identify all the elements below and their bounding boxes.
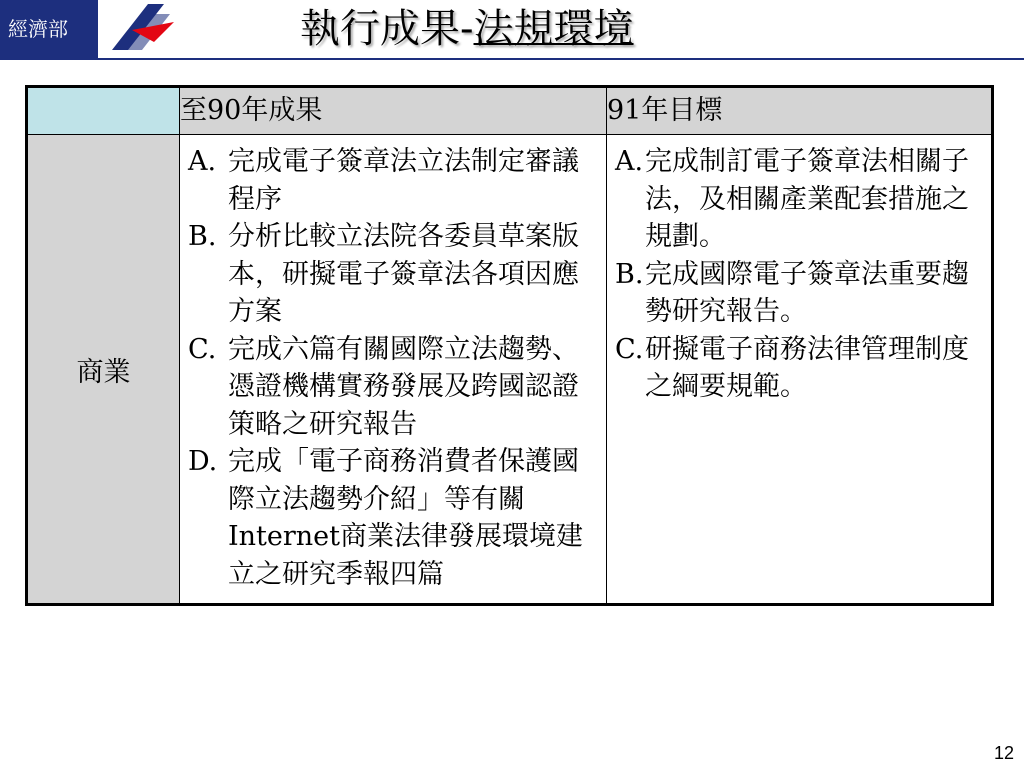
page-number: 12 xyxy=(993,743,1014,763)
list-item xyxy=(188,218,600,331)
list-item xyxy=(188,443,600,593)
list-item xyxy=(188,143,600,218)
list-item-marker: C. xyxy=(615,333,644,365)
ministry-logo xyxy=(0,0,182,58)
header-divider xyxy=(0,58,1024,60)
list-item-text: 分析比較立法院各委員草案版本，研擬電子簽章法各項因應方案 xyxy=(228,221,579,327)
list-item-marker: C. xyxy=(188,333,217,365)
page-title-prefix: 執行成果- xyxy=(300,6,474,52)
ministry-emblem-icon xyxy=(98,0,182,58)
table-corner-cell xyxy=(27,87,180,135)
list-item-marker: B. xyxy=(615,258,644,290)
category-cell: 商業 xyxy=(27,135,180,605)
list-item-marker: B. xyxy=(188,221,217,252)
table-header-row xyxy=(27,87,993,135)
list-item-text: 完成制訂電子簽章法相關子法，及相關產業配套措施之規劃。 xyxy=(645,146,969,252)
table-row xyxy=(27,135,993,605)
results-table xyxy=(25,85,994,606)
column-header-target: 91年目標 xyxy=(607,87,993,135)
list-item-marker: A. xyxy=(188,146,217,177)
list-item-text: 完成「電子商務消費者保護國際立法趨勢介紹」等有關Internet商業法律發展環境建立之研究季報四篇 xyxy=(228,446,584,590)
list-item-text: 完成六篇有關國際立法趨勢、憑證機構實務發展及跨國認證策略之研究報告 xyxy=(228,333,579,440)
list-item xyxy=(615,331,985,406)
list-item-text: 完成電子簽章法立法制定審議程序 xyxy=(228,146,579,215)
list-item-marker: D. xyxy=(188,446,218,477)
list-item xyxy=(615,256,985,331)
ministry-logo-text: 經濟部 xyxy=(0,0,98,58)
results-cell xyxy=(180,135,607,605)
list-item xyxy=(615,143,985,256)
list-item-marker: A. xyxy=(615,146,644,177)
page-title-underlined: 法規環境 xyxy=(473,6,634,52)
page-title xyxy=(300,2,760,56)
list-item-text: 研擬電子商務法律管理制度之綱要規範。 xyxy=(645,333,969,402)
list-item xyxy=(188,331,600,444)
column-header-results: 至90年成果 xyxy=(180,87,607,135)
target-cell xyxy=(607,135,993,605)
list-item-text: 完成國際電子簽章法重要趨勢研究報告。 xyxy=(645,258,969,327)
